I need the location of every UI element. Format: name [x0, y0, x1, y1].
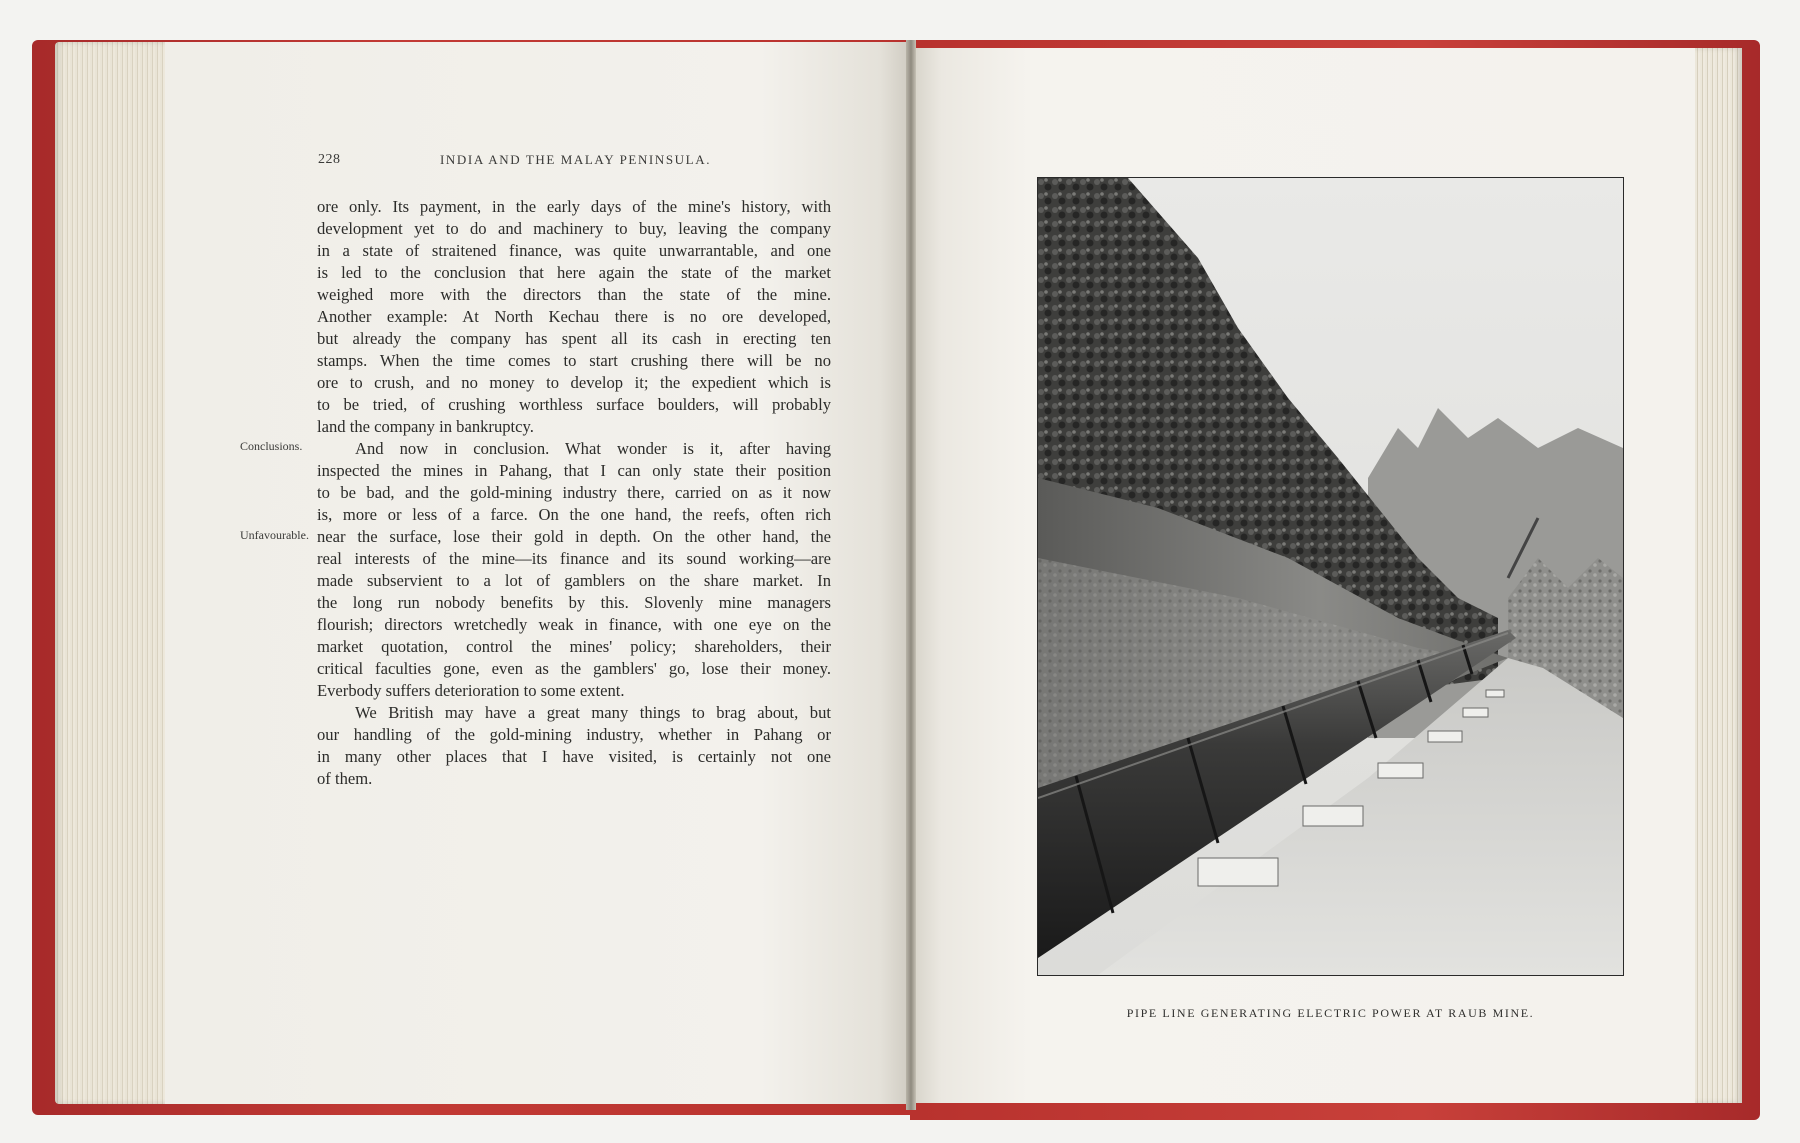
- text-line: our handling of the gold-mining industry, whether in Pahang or: [317, 725, 831, 744]
- margin-note-conclusions: Conclusions.: [240, 439, 303, 453]
- paragraph-1: [317, 196, 831, 438]
- text-line: is, more or less of a farce. On the one hand, the reefs, often rich: [317, 505, 831, 524]
- photo-plate-pipeline: [1038, 178, 1623, 975]
- text-line: in many other places that I have visited, is certainly not one: [317, 747, 831, 766]
- margin-note-unfavourable: Unfavourable.: [240, 528, 309, 542]
- text-line: stamps. When the time comes to start crushing there will be no: [317, 351, 831, 370]
- text-line: near the surface, lose their gold in depth. On the other hand, the: [317, 527, 831, 546]
- book-gutter: [906, 40, 916, 1110]
- plate-caption: PIPE LINE GENERATING ELECTRIC POWER AT RAUB MINE.: [1126, 1006, 1535, 1020]
- text-line: to be tried, of crushing worthless surface boulders, will probably: [317, 395, 831, 414]
- text-line: We British may have a great many things to brag about, but: [355, 703, 831, 722]
- text-line: inspected the mines in Pahang, that I can only state their position: [317, 461, 831, 480]
- text-line: critical faculties gone, even as the gamblers' go, lose their money.: [317, 659, 831, 678]
- text-line: to be bad, and the gold-mining industry there, carried on as it now: [317, 483, 831, 502]
- text-line: Another example: At North Kechau there is no ore developed,: [317, 307, 831, 326]
- page-edges-left: [55, 42, 175, 1104]
- body-text: [317, 196, 831, 790]
- text-line: the long run nobody benefits by this. Slovenly mine managers: [317, 593, 831, 612]
- pipeline-photo-illustration: [1038, 178, 1623, 975]
- text-line: flourish; directors wretchedly weak in finance, with one eye on the: [317, 615, 831, 634]
- text-line: Everbody suffers deterioration to some extent.: [317, 681, 625, 700]
- text-line: And now in conclusion. What wonder is it, after having: [355, 439, 831, 458]
- text-line: development yet to do and machinery to buy, leaving the company: [317, 219, 831, 238]
- text-line: but already the company has spent all its cash in erecting ten: [317, 329, 831, 348]
- text-line: is led to the conclusion that here again the state of the market: [317, 263, 831, 282]
- paragraph-3: [317, 702, 831, 790]
- text-line: market quotation, control the mines' policy; shareholders, their: [317, 637, 831, 656]
- text-line: in a state of straitened finance, was quite unwarrantable, and one: [317, 241, 831, 260]
- text-line: ore only. Its payment, in the early days of the mine's history, with: [317, 197, 831, 216]
- running-head: INDIA AND THE MALAY PENINSULA.: [440, 152, 712, 167]
- text-line: land the company in bankruptcy.: [317, 417, 534, 436]
- text-line: ore to crush, and no money to develop it; the expedient which is: [317, 373, 831, 392]
- text-line: of them.: [317, 769, 373, 788]
- text-line: weighed more with the directors than the state of the mine.: [317, 285, 831, 304]
- page-edges-right: [1690, 48, 1742, 1103]
- page-number: 228: [318, 152, 341, 167]
- paragraph-2: [317, 438, 831, 702]
- text-line: real interests of the mine—its finance and its sound working—are: [317, 549, 831, 568]
- text-line: made subservient to a lot of gamblers on the share market. In: [317, 571, 831, 590]
